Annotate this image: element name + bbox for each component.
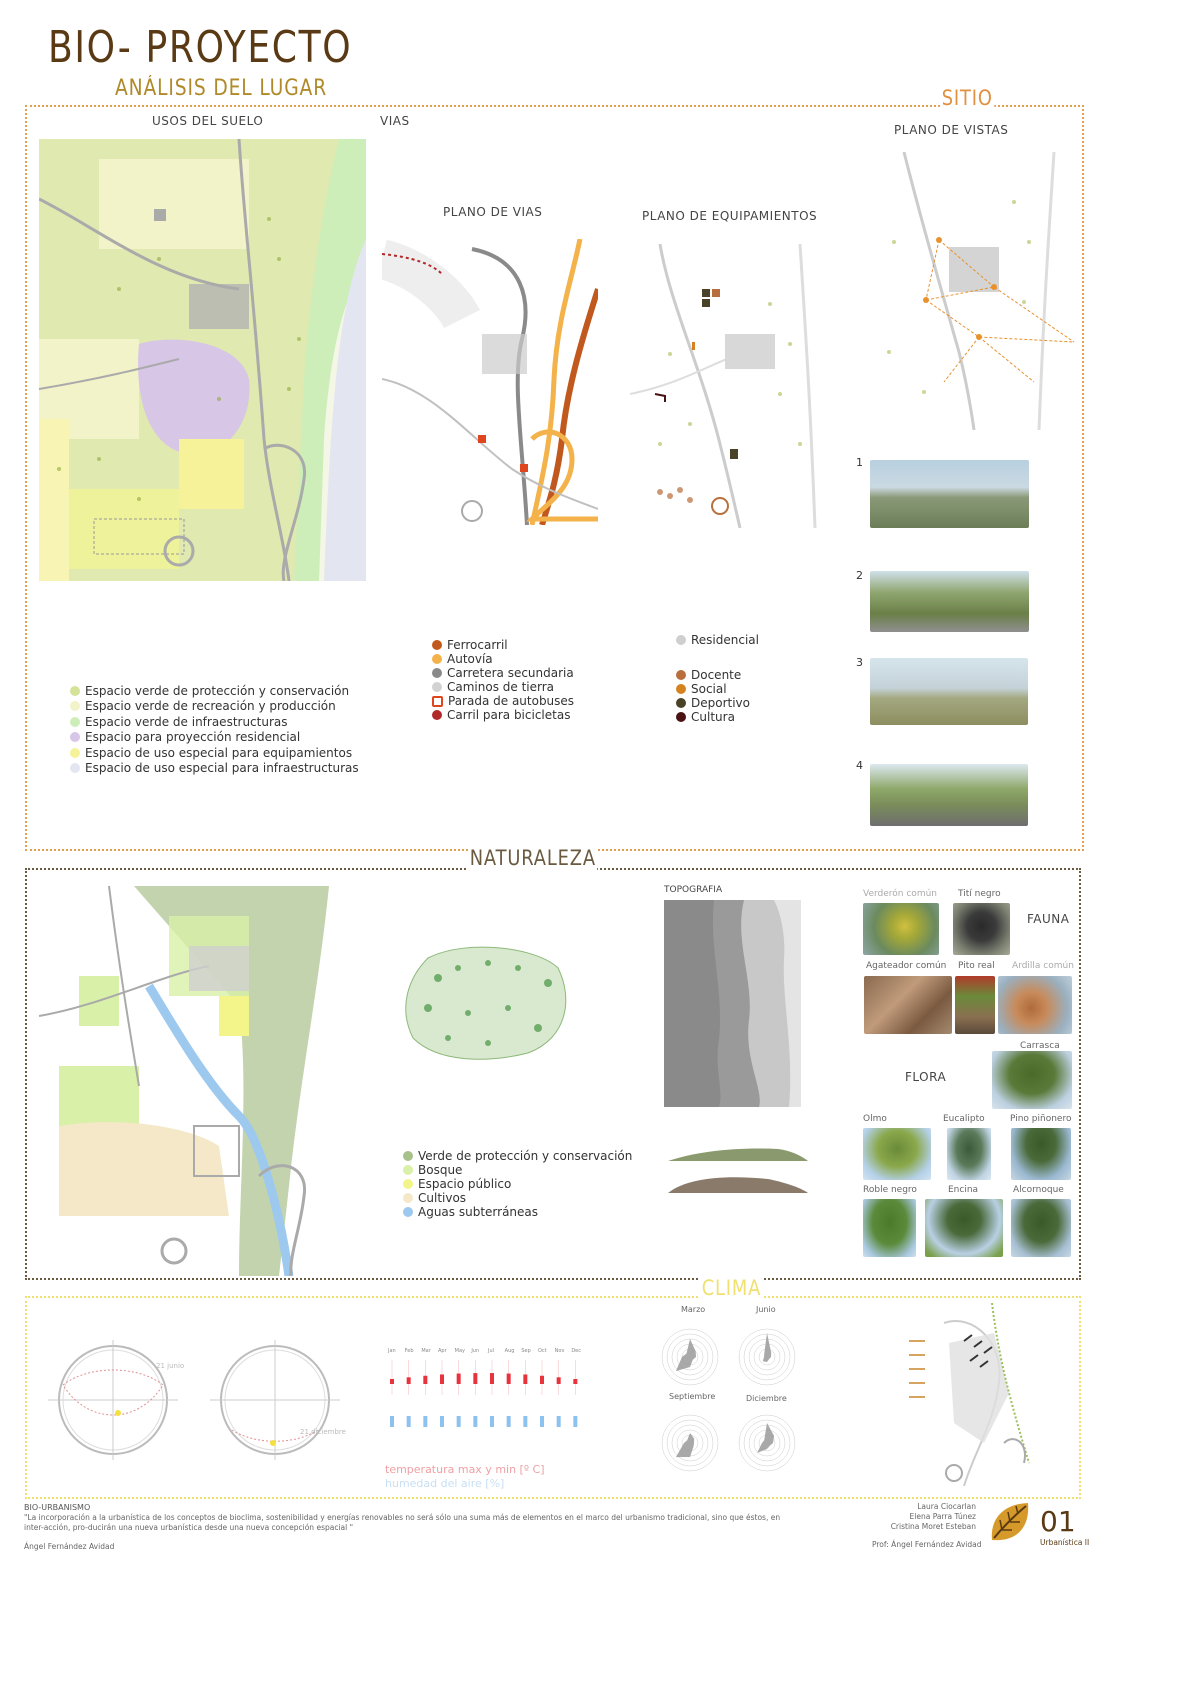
legend-swatch — [403, 1193, 413, 1203]
legend-item — [403, 1177, 632, 1191]
footer-quote: "La incorporación a la urbanística de los conceptos de bioclima, sostenibilidad y energías renovables no será sólo una suma más de elementos en el marco del urbanismo tradicional, sino que éstos, en inter-acción, pro-ducirán una nueva urbanística desde una nueva concepción espacial " — [24, 1513, 781, 1532]
temp-bar — [507, 1374, 511, 1384]
legend-swatch — [432, 654, 442, 664]
legend-label: Verde de protección y conservación — [418, 1149, 633, 1163]
month-label: Jan — [388, 1348, 396, 1354]
legend-swatch — [432, 710, 442, 720]
month-label: Dec — [571, 1348, 582, 1354]
month-label: May — [454, 1348, 466, 1354]
humidity-bar — [390, 1416, 394, 1427]
legend-label: Aguas subterráneas — [418, 1205, 539, 1219]
legend-item — [70, 745, 359, 761]
flora-title: FLORA — [905, 1070, 947, 1084]
usos-suelo-map — [39, 139, 366, 581]
legend-item — [432, 708, 574, 722]
fauna-photo — [864, 976, 952, 1034]
leaf-logo-icon — [988, 1500, 1034, 1546]
legend-swatch — [676, 712, 686, 722]
temp-bar — [423, 1376, 427, 1384]
flora-photo — [863, 1128, 931, 1180]
legend-label: Cultura — [691, 710, 735, 724]
green-area-map — [398, 938, 574, 1068]
humidity-bar — [540, 1416, 544, 1427]
author-name: Cristina Moret Esteban — [890, 1522, 976, 1531]
humidity-bar — [473, 1416, 477, 1427]
legend-swatch — [676, 698, 686, 708]
legend-label: Espacio verde de recreación y producción — [85, 699, 336, 714]
legend-swatch — [403, 1179, 413, 1189]
legend-label: Espacio para proyección residencial — [85, 730, 301, 745]
wind-roses — [655, 1315, 805, 1490]
legend-label: Carril para bicicletas — [447, 708, 571, 722]
hum-label: humedad del aire [%] — [385, 1477, 505, 1490]
view-number-3: 3 — [856, 656, 863, 669]
legend-item — [676, 710, 750, 724]
month-label: Oct — [538, 1348, 547, 1354]
legend-swatch — [70, 748, 80, 758]
author-name: Elena Parra Túnez — [909, 1512, 976, 1521]
temp-bar — [573, 1379, 577, 1384]
naturaleza-legend — [403, 1149, 632, 1219]
month-label: Feb — [404, 1348, 414, 1354]
footer-authors — [870, 1502, 976, 1532]
legend-item — [403, 1191, 632, 1205]
humidity-bar — [523, 1416, 527, 1427]
wind-label-marzo: Marzo — [681, 1305, 706, 1314]
legend-item — [676, 668, 750, 682]
legend-swatch — [676, 684, 686, 694]
legend-swatch — [403, 1151, 413, 1161]
legend-label: Social — [691, 682, 727, 696]
legend-swatch — [70, 686, 80, 696]
equip-legend — [676, 632, 759, 648]
flora-label: Roble negro — [863, 1185, 917, 1195]
sun-path-summer — [48, 1340, 178, 1460]
topografia-map — [664, 900, 801, 1107]
month-label: Sep — [521, 1348, 531, 1354]
humidity-bar — [490, 1416, 494, 1427]
temp-bar — [557, 1377, 561, 1384]
flora-photo — [1011, 1199, 1071, 1257]
legend-item — [432, 694, 574, 708]
legend-label: Docente — [691, 668, 742, 682]
flora-photo — [863, 1199, 916, 1257]
equip-legend-uses — [676, 668, 750, 724]
month-label: Aug — [504, 1348, 515, 1354]
view-photo-3 — [870, 658, 1028, 725]
fauna-label: Agateador común — [866, 961, 947, 971]
fauna-label: Ardilla común — [1012, 961, 1074, 971]
temp-bar — [490, 1373, 494, 1384]
bus-stop-icon — [432, 696, 443, 707]
fauna-label: Tití negro — [958, 889, 1001, 899]
month-label: Apr — [438, 1348, 447, 1354]
flora-label: Carrasca — [1020, 1041, 1060, 1051]
usos-legend — [70, 683, 359, 776]
temp-bar — [540, 1376, 544, 1384]
legend-label: Carretera secundaria — [447, 666, 574, 680]
fauna-title: FAUNA — [1027, 912, 1070, 926]
sun-label-winter: 21 diciembre — [300, 1428, 346, 1436]
legend-label: Espacio público — [418, 1177, 512, 1191]
view-photo-4 — [870, 764, 1028, 826]
temp-bar — [407, 1377, 411, 1384]
month-label: Jun — [471, 1348, 480, 1354]
temp-bar — [523, 1374, 527, 1384]
humidity-bar — [557, 1416, 561, 1427]
legend-label: Cultivos — [418, 1191, 467, 1205]
legend-label: Espacio de uso especial para infraestructuras — [85, 761, 359, 776]
legend-label: Autovía — [447, 652, 493, 666]
plano-vias-title: PLANO DE VIAS — [443, 205, 543, 219]
legend-label: Ferrocarril — [447, 638, 508, 652]
plano-vias-map — [382, 239, 598, 525]
view-number-1: 1 — [856, 456, 863, 469]
vias-title: VIAS — [380, 114, 410, 128]
humidity-bar — [507, 1416, 511, 1427]
climate-chart — [380, 1340, 595, 1440]
legend-item — [432, 652, 574, 666]
usos-title: USOS DEL SUELO — [152, 114, 264, 128]
legend-item — [70, 699, 359, 715]
wind-rose-shape — [757, 1423, 774, 1453]
fauna-label: Verderón común — [863, 889, 937, 899]
flora-photo — [1011, 1128, 1071, 1180]
legend-item — [403, 1205, 632, 1219]
legend-swatch — [70, 717, 80, 727]
footer-heading: BIO-URBANISMO — [24, 1503, 91, 1512]
topografia-title: TOPOGRAFIA — [664, 885, 723, 895]
page-title: BIO- PROYECTO — [48, 22, 353, 73]
legend-swatch — [432, 640, 442, 650]
flora-label: Encina — [948, 1185, 979, 1195]
sun-path-winter — [210, 1340, 340, 1460]
legend-label: Parada de autobuses — [448, 694, 575, 708]
temp-bar — [473, 1373, 477, 1384]
view-photo-1 — [870, 460, 1029, 528]
sitio-title: SITIO — [941, 86, 993, 110]
humidity-bar — [423, 1416, 427, 1427]
legend-swatch — [432, 682, 442, 692]
topo-section-1 — [668, 1143, 808, 1165]
legend-item — [432, 638, 574, 652]
legend-label: Espacio verde de infraestructuras — [85, 714, 288, 729]
view-number-2: 2 — [856, 569, 863, 582]
legend-label: Espacio verde de protección y conservación — [85, 683, 350, 698]
legend-item — [432, 666, 574, 680]
naturaleza-title: NATURALEZA — [469, 846, 596, 870]
legend-swatch — [403, 1165, 413, 1175]
humidity-bar — [457, 1416, 461, 1427]
author-name: Laura Ciocarlan — [917, 1502, 976, 1511]
view-number-4: 4 — [856, 759, 863, 772]
humidity-bar — [573, 1416, 577, 1427]
wind-label-junio: Junio — [756, 1305, 776, 1314]
flora-label: Olmo — [863, 1114, 887, 1124]
wind-site-map — [904, 1303, 1034, 1486]
legend-label: Espacio de uso especial para equipamientos — [85, 745, 353, 760]
plano-vistas-map — [864, 152, 1078, 430]
legend-item — [70, 730, 359, 746]
wind-rose-shape — [763, 1333, 771, 1362]
legend-swatch — [70, 732, 80, 742]
legend-item — [403, 1163, 632, 1177]
page-subtitle: ANÁLISIS DEL LUGAR — [115, 76, 328, 101]
month-label: Jul — [488, 1348, 495, 1354]
fauna-label: Pito real — [958, 961, 995, 971]
humidity-bar — [407, 1416, 411, 1427]
legend-swatch — [676, 670, 686, 680]
flora-photo — [925, 1199, 1003, 1257]
temp-bar — [390, 1379, 394, 1384]
month-label: Nov — [554, 1348, 565, 1354]
plano-equip-map — [630, 244, 846, 528]
temp-bar — [457, 1374, 461, 1384]
flora-label: Pino piñonero — [1010, 1114, 1072, 1124]
fauna-photo — [863, 903, 939, 955]
month-label: Mar — [421, 1348, 431, 1354]
legend-label: Residencial — [691, 632, 759, 647]
wind-rose-shape — [676, 1339, 696, 1371]
humidity-bar — [440, 1416, 444, 1427]
legend-swatch — [676, 635, 686, 645]
sheet-number: 01 — [1040, 1505, 1076, 1538]
naturaleza-map — [39, 886, 348, 1276]
legend-item — [403, 1149, 632, 1163]
legend-swatch — [432, 668, 442, 678]
legend-item — [70, 714, 359, 730]
legend-label: Bosque — [418, 1163, 463, 1177]
flora-photo — [947, 1128, 991, 1180]
flora-label: Eucalipto — [943, 1114, 985, 1124]
flora-label: Alcornoque — [1013, 1185, 1064, 1195]
legend-item — [676, 682, 750, 696]
wind-label-diciembre: Diciembre — [746, 1394, 787, 1403]
clima-title: CLIMA — [701, 1276, 762, 1300]
legend-item — [676, 696, 750, 710]
vias-legend — [432, 638, 574, 722]
course-name: Urbanística II — [1040, 1538, 1090, 1547]
plano-equip-title: PLANO DE EQUIPAMIENTOS — [642, 209, 818, 223]
legend-item — [70, 761, 359, 777]
view-photo-2 — [870, 571, 1029, 632]
legend-item — [432, 680, 574, 694]
temp-bar — [440, 1374, 444, 1384]
wind-label-septiembre: Septiembre — [669, 1392, 716, 1401]
legend-label: Caminos de tierra — [447, 680, 555, 694]
legend-swatch — [70, 701, 80, 711]
fauna-photo — [953, 903, 1010, 955]
footer-quote-author: Ángel Fernández Avidad — [24, 1542, 115, 1551]
legend-label: Deportivo — [691, 696, 750, 710]
legend-item — [70, 683, 359, 699]
fauna-photo — [998, 976, 1072, 1034]
temp-label: temperatura max y min [º C] — [385, 1463, 545, 1476]
topo-section-2 — [668, 1173, 808, 1197]
legend-item — [676, 632, 759, 648]
plano-vistas-title: PLANO DE VISTAS — [894, 123, 1009, 137]
legend-swatch — [70, 763, 80, 773]
footer-prof: Prof: Ángel Fernández Avidad — [872, 1540, 982, 1549]
fauna-photo — [955, 976, 995, 1034]
sun-label-summer: 21 junio — [156, 1362, 185, 1370]
flora-photo — [992, 1051, 1072, 1109]
legend-swatch — [403, 1207, 413, 1217]
